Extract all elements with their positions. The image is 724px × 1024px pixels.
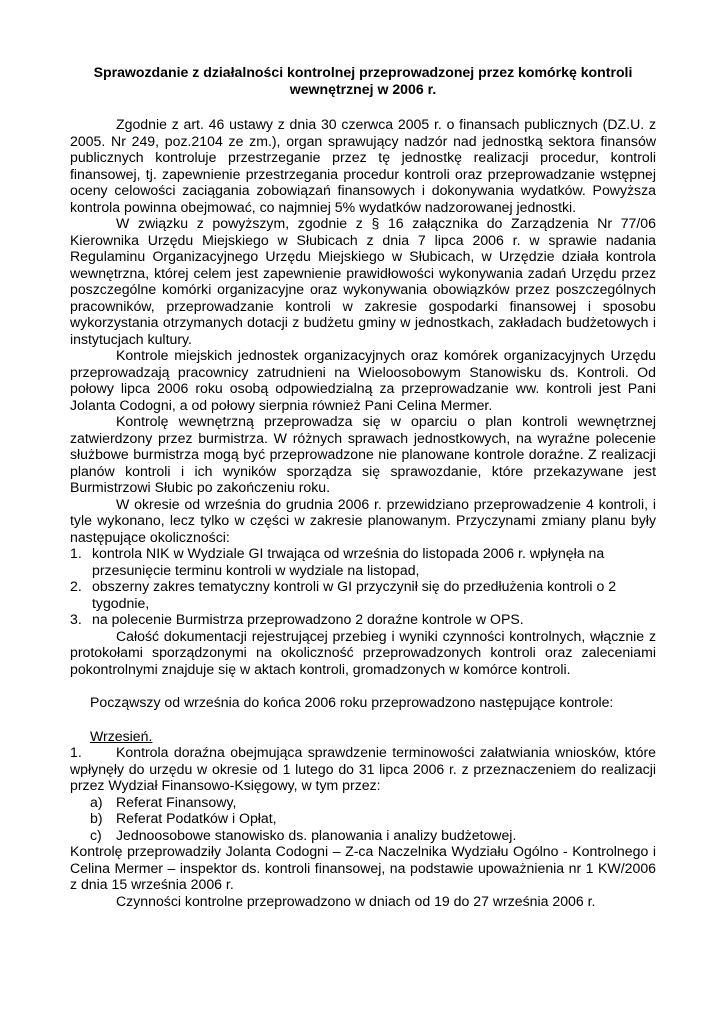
control-item-number: 1.	[70, 744, 82, 760]
spacer	[70, 677, 656, 694]
list-item-number: 3.	[70, 611, 82, 627]
paragraph-controllers: Kontrolę przeprowadziły Jolanta Codogni – Z-ca Naczelnika Wydziału Ogólno - Kontrolnego i Celina Mermer – inspektor ds. kontroli finansowej, na podstawie upoważnienia nr 1 KW/2006 z dnia 15 września 2006 r.	[70, 843, 656, 892]
spacer	[70, 711, 656, 728]
list-item-number: 1.	[70, 545, 82, 561]
paragraph-legal-basis: Zgodnie z art. 46 ustawy z dnia 30 czerwca 2005 r. o finansach publicznych (DZ.U. z 2005. Nr 249, poz.2104 ze zm.), organ sprawujący nadzór nad jednostką sektora finansów publicznych kontroluje przestrzeganie przez tę jednostkę realizacji procedur, kontroli finansowej, tj. zapewnienie przestrzegania procedur kontroli oraz przeprowadzanie wstępnej oceny celowości zaciągania zobowiązań finansowych i dokonywania wydatków. Powyższa kontrola powinna obejmować, co najmniej 5% wydatków nadzorowanej jednostki.	[70, 116, 656, 215]
paragraph-dates: Czynności kontrolne przeprowadzono w dniach od 19 do 27 września 2006 r.	[116, 892, 596, 909]
list-item-number: 2.	[70, 578, 82, 594]
list-item	[70, 611, 656, 628]
list-item	[70, 545, 656, 578]
reasons-list	[70, 545, 656, 628]
list-item-text: kontrola NIK w Wydziale GI trwająca od września do listopada 2006 r. wpłynęła na przesunięcie terminu kontroli w wydziale na listopad,	[92, 545, 605, 578]
list-item-text: na polecenie Burmistrza przeprowadzono 2 doraźne kontrole w OPS.	[92, 611, 524, 627]
list-item	[70, 578, 656, 611]
list-item	[70, 794, 656, 811]
document-title: Sprawozdanie z działalności kontrolnej przeprowadzonej przez komórkę kontroli wewnętrznej w 2006 r.	[93, 64, 633, 97]
list-item-letter: a)	[90, 793, 103, 810]
list-item-text: Referat Finansowy,	[116, 793, 237, 810]
list-item	[70, 810, 656, 827]
paragraph-staff: Kontrole miejskich jednostek organizacyjnych oraz komórek organizacyjnych Urzędu przeprowadzają pracownicy zatrudnieni na Wieloosobowym Stanowisku ds. Kontroli. Od połowy lipca 2006 roku osobą odpowiedzialną za przeprowadzanie ww. kontroli jest Pani Jolanta Codogni, a od połowy sierpnia również Pani Celina Mermer.	[70, 347, 656, 413]
section-heading: Wrzesień.	[90, 727, 153, 744]
list-item-letter: b)	[90, 810, 103, 826]
list-item-text: obszerny zakres tematyczny kontroli w GI przyczynił się do przedłużenia kontroli o 2 tygodnie,	[92, 578, 617, 611]
paragraph-documentation: Całość dokumentacji rejestrującej przebieg i wyniki czynności kontrolnych, włącznie z protokołami sporządzonymi na okoliczność przeprowadzonych kontroli oraz zaleceniami pokontrolnymi znajduje się w aktach kontroli, gromadzonych w komórce kontroli.	[70, 627, 656, 677]
control-item-text: Kontrola doraźna obejmująca sprawdzenie terminowości załatwiania wniosków, które wpłynęły do urzędu w okresie od 1 lutego do 31 lipca 2006 r. z przeznaczeniem do realizacji przez Wydział Finansowo-Księgowy, w tym przez:	[70, 744, 656, 793]
paragraph-plan: Kontrolę wewnętrzną przeprowadza się w oparciu o plan kontroli wewnętrznej zatwierdzony przez burmistrza. W różnych sprawach jednostkowych, na wyraźne polecenie służbowe burmistrza mogą być przeprowadzone nie planowane kontrole doraźne. Z realizacji planów kontroli i ich wyników sporządza się sprawozdanie, które przekazywane jest Burmistrzowi Słubic po zakończeniu roku.	[70, 413, 656, 495]
control-item	[70, 744, 656, 794]
paragraph-regulation: W związku z powyższym, zgodnie z § 16 załącznika do Zarządzenia Nr 77/06 Kierownika Urzędu Miejskiego w Słubicach z dnia 7 lipca 2006 r. w sprawie nadania Regulaminu Organizacyjnego Urzędu Miejskiego w Słubicach, w Urzędzie działa kontrola wewnętrzna, której celem jest zapewnienie prawidłowości wykonywania zadań Urzędu przez poszczególne komórki organizacyjne oraz wykonywania obowiązków przez poszczególnych pracowników, przeprowadzanie kontroli w zakresie gospodarki finansowej i sposobu wykorzystania otrzymanych dotacji z budżetu gminy w jednostkach, zakładach budżetowych i instytucjach kultury.	[70, 215, 656, 347]
intro-line: Począwszy od września do końca 2006 roku przeprowadzono następujące kontrole:	[90, 694, 614, 710]
list-item-letter: c)	[90, 826, 102, 843]
paragraph-period: W okresie od września do grudnia 2006 r. przewidziano przeprowadzenie 4 kontroli, i tyle wykonano, lecz tylko w części w zakresie planowanym. Przyczynami zmiany planu były następujące okoliczności:	[70, 495, 656, 545]
list-item-text: Jednoosobowe stanowisko ds. planowania i analizy budżetowej.	[116, 826, 517, 843]
units-list	[70, 794, 656, 844]
list-item	[70, 827, 656, 844]
list-item-text: Referat Podatków i Opłat,	[116, 810, 277, 826]
